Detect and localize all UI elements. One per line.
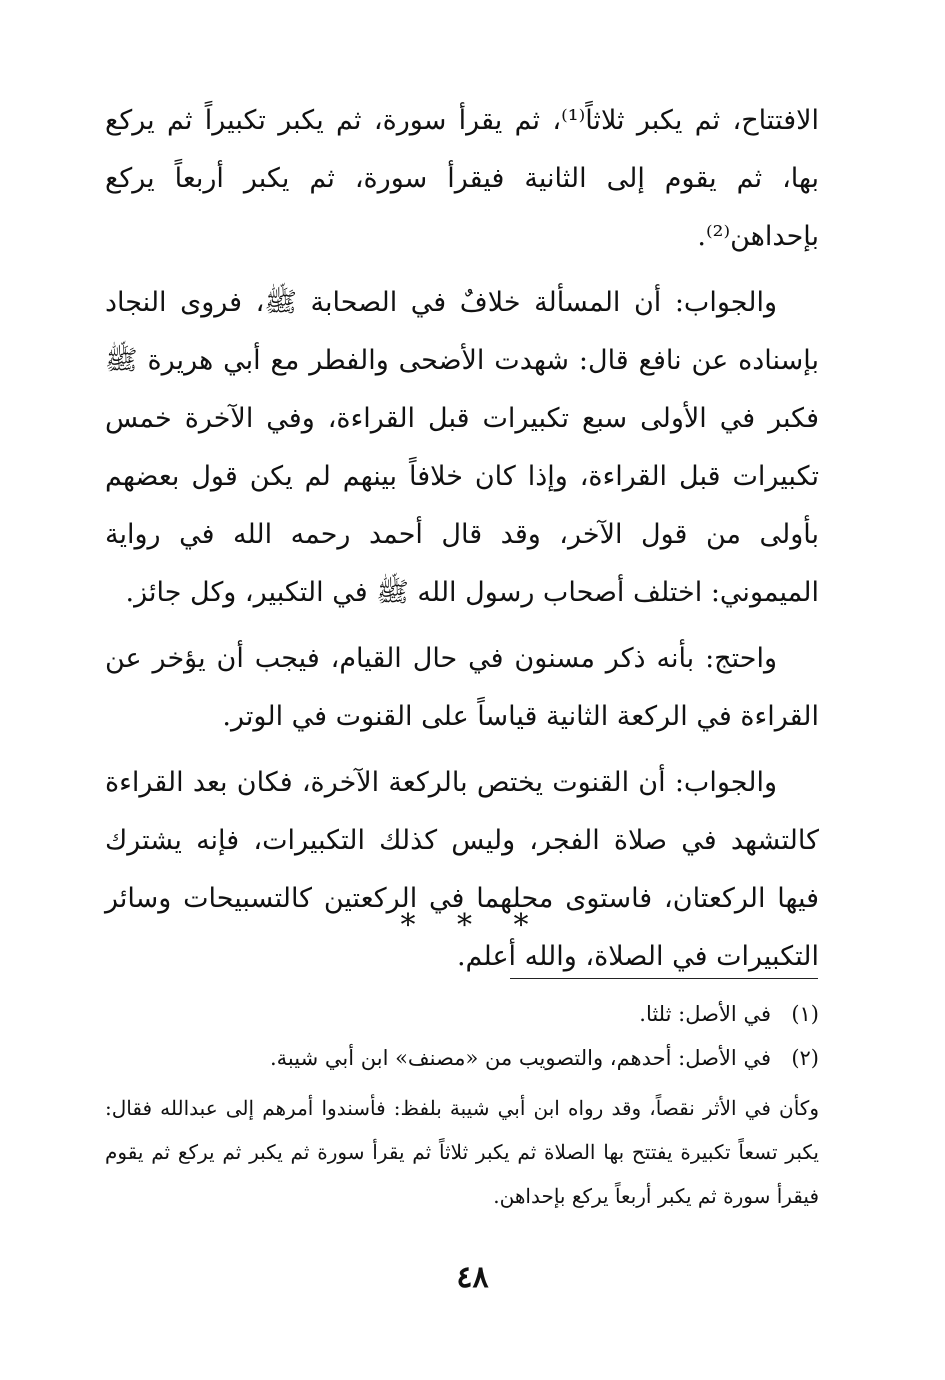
main-text	[105, 92, 819, 994]
footnote-text: في الأصل: ثلثا.	[639, 1002, 771, 1026]
paragraph-1: الافتتاح، ثم يكبر ثلاثاً⁽¹⁾، ثم يقرأ سورة، ثم يكبر تكبيراً ثم يركع بها، ثم يقوم إلى الثانية فيقرأ سورة، ثم يكبر أربعاً يركع بإحداهن⁽²⁾.	[105, 105, 820, 252]
footnote-number: (١)	[791, 1002, 819, 1026]
section-separator: * * *	[400, 908, 545, 943]
footnote-divider	[510, 978, 818, 979]
paragraph-4: والجواب: أن القنوت يختص بالركعة الآخرة، فكان بعد القراءة كالتشهد في صلاة الفجر، وليس كذلك التكبيرات، فإنه يشترك فيها الركعتان، فاستوى محلهما في الركعتين كالتسبيحات وسائر التكبيرات في الصلاة، والله أعلم.	[105, 767, 819, 972]
footnote-text: في الأصل: أحدهم، والتصويب من «مصنف» ابن أبي شيبة.	[270, 1046, 771, 1070]
footnotes	[105, 992, 819, 1218]
footnote-2	[105, 1036, 819, 1080]
footnote-number: (٢)	[791, 1046, 819, 1070]
footnote-1	[105, 992, 819, 1036]
page-number: ٤٨	[456, 1260, 489, 1295]
paragraph-2: والجواب: أن المسألة خلافٌ في الصحابة ﷺ، فروى النجاد بإسناده عن نافع قال: شهدت الأضحى والفطر مع أبي هريرة ﷺ فكبر في الأولى سبع تكبيرات قبل القراءة، وفي الآخرة خمس تكبيرات قبل القراءة، وإذا كان خلافاً بينهم لم يكن قول بعضهم بأولى من قول الآخر، وقد قال أحمد رحمه الله في رواية الميموني: اختلف أصحاب رسول الله ﷺ في التكبير، وكل جائز.	[105, 287, 819, 608]
footnote-2-continuation: وكأن في الأثر نقصاً، وقد رواه ابن أبي شيبة بلفظ: فأسندوا أمرهم إلى عبدالله فقال: يكبر تسعاً تكبيرة يفتتح بها الصلاة ثم يكبر ثلاثاً ثم يقرأ سورة ثم يكبر ثم يركع ثم يقوم فيقرأ سورة ثم يكبر أربعاً يركع بإحداهن.	[105, 1096, 819, 1208]
paragraph-3: واحتج: بأنه ذكر مسنون في حال القيام، فيجب أن يؤخر عن القراءة في الركعة الثانية قياساً على القنوت في الوتر.	[105, 643, 819, 732]
